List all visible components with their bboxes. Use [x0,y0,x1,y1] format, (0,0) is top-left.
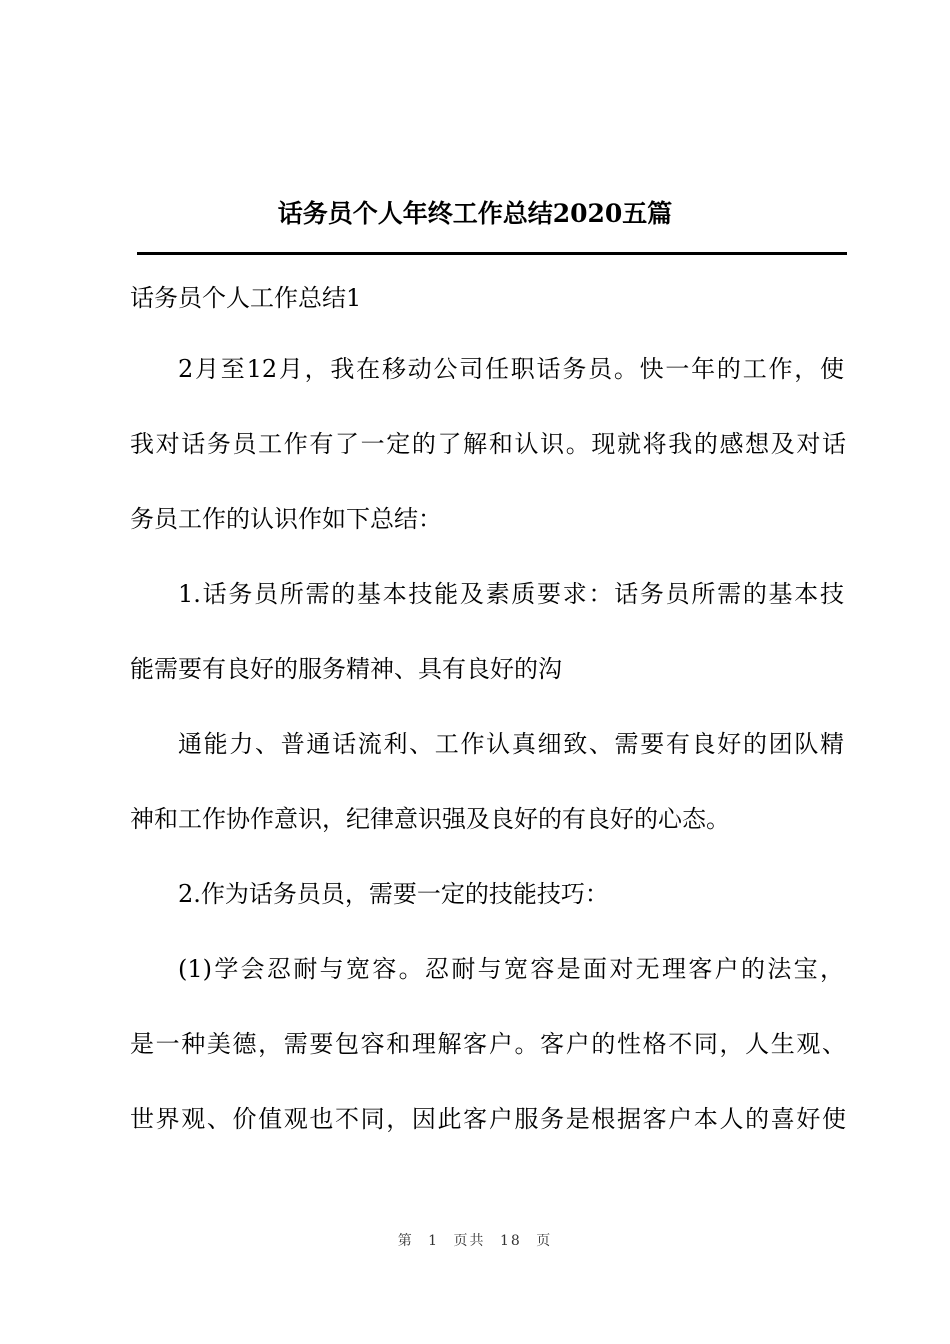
paragraph-line: 神和工作协作意识，纪律意识强及良好的有良好的心态。 [130,805,730,833]
section-heading: 话务员个人工作总结1 [130,284,362,312]
paragraph-line: 2.作为话务员员，需要一定的技能技巧： [178,880,609,908]
document-title: 话务员个人年终工作总结2020五篇 [277,199,673,228]
paragraph-line: 通能力、普通话流利、工作认真细致、需要有良好的团队精 [178,730,844,758]
paragraph-line: 是一种美德，需要包容和理解客户。客户的性格不同，人生观、 [130,1030,846,1058]
paragraph-line: 务员工作的认识作如下总结： [130,505,442,533]
paragraph-line: 我对话务员工作有了一定的了解和认识。现就将我的感想及对话 [130,430,846,458]
paragraph-line: 2月至12月，我在移动公司任职话务员。快一年的工作，使 [178,355,844,383]
page-number-footer: 第 1 页共 18 页 [397,1233,553,1249]
paragraph-line: 1.话务员所需的基本技能及素质要求：话务员所需的基本技 [178,580,844,608]
title-divider [137,252,847,255]
paragraph-line: 能需要有良好的服务精神、具有良好的沟 [130,655,562,683]
paragraph-line: (1)学会忍耐与宽容。忍耐与宽容是面对无理客户的法宝， [178,955,844,983]
paragraph-line: 世界观、价值观也不同，因此客户服务是根据客户本人的喜好使 [130,1105,846,1133]
